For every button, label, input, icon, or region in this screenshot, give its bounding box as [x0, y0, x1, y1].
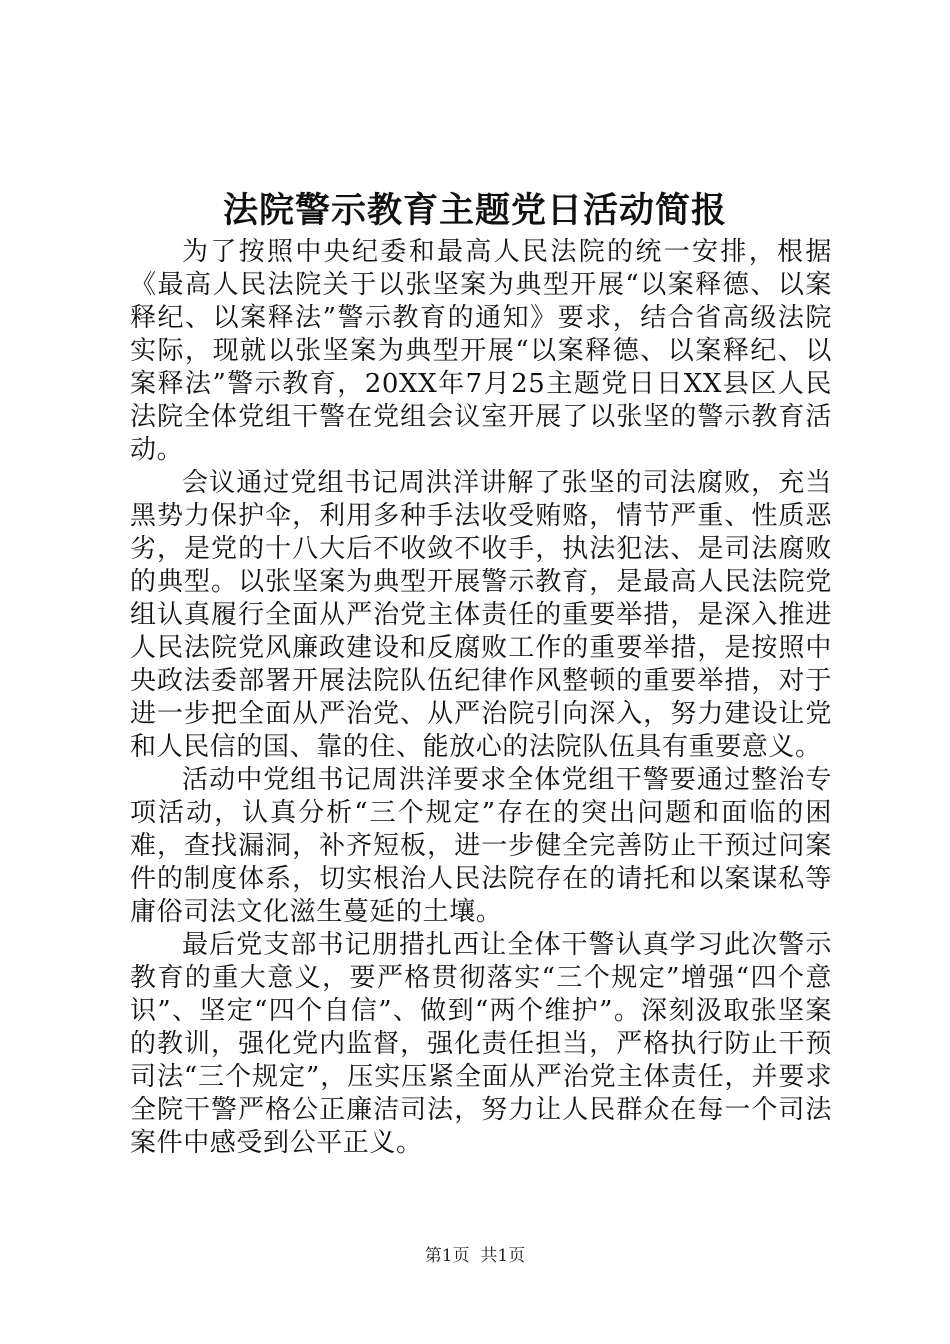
paragraph-1: 为了按照中央纪委和最高人民法院的统一安排，根据《最高人民法院关于以张坚案为典型开展“以案释德、以案释纪、以案释法”警示教育的通知》要求，结合省高级法院实际，现就以张坚案为典型开展“以案释德、以案释纪、以案释法”警示教育，20XX年7月25主题党日日XX县区人民法院全体党组干警在党组会议室开展了以张坚的警示教育活动。	[130, 237, 832, 465]
document-body	[130, 236, 832, 1160]
paragraph-2: 会议通过党组书记周洪洋讲解了张坚的司法腐败，充当黑势力保护伞，利用多种手法收受贿赂，情节严重、性质恶劣，是党的十八大后不收敛不收手，执法犯法、是司法腐败的典型。以张坚案为典型开展警示教育，是最高人民法院党组认真履行全面从严治党主体责任的重要举措，是深入推进人民法院党风廉政建设和反腐败工作的重要举措，是按照中央政法委部署开展法院队伍纪律作风整顿的重要举措，对于进一步把全面从严治党、从严治院引向深入，努力建设让党和人民信的国、靠的住、能放心的法院队伍具有重要意义。	[130, 468, 832, 762]
page-total: 共1页	[480, 1246, 526, 1266]
footer-separator	[470, 1246, 481, 1266]
document-title: 法院警示教育主题党日活动简报	[222, 190, 727, 231]
paragraph-4: 最后党支部书记朋措扎西让全体干警认真学习此次警示教育的重大意义，要严格贯彻落实“三个规定”增强“四个意识”、坚定“四个自信”、做到“两个维护”。深刻汲取张坚案的教训，强化党内监督，强化责任担当，严格执行防止干预司法“三个规定”，压实压紧全面从严治党主体责任，并要求全院干警严格公正廉洁司法，努力让人民群众在每一个司法案件中感受到公平正义。	[130, 930, 832, 1158]
page-number: 第1页	[424, 1246, 470, 1266]
paragraph-3: 活动中党组书记周洪洋要求全体党组干警要通过整治专项活动，认真分析“三个规定”存在的突出问题和面临的困难，查找漏洞，补齐短板，进一步健全完善防止干预过问案件的制度体系，切实根治人民法院存在的请托和以案谋私等庸俗司法文化滋生蔓延的土壤。	[130, 765, 832, 927]
page-footer	[0, 1244, 950, 1268]
